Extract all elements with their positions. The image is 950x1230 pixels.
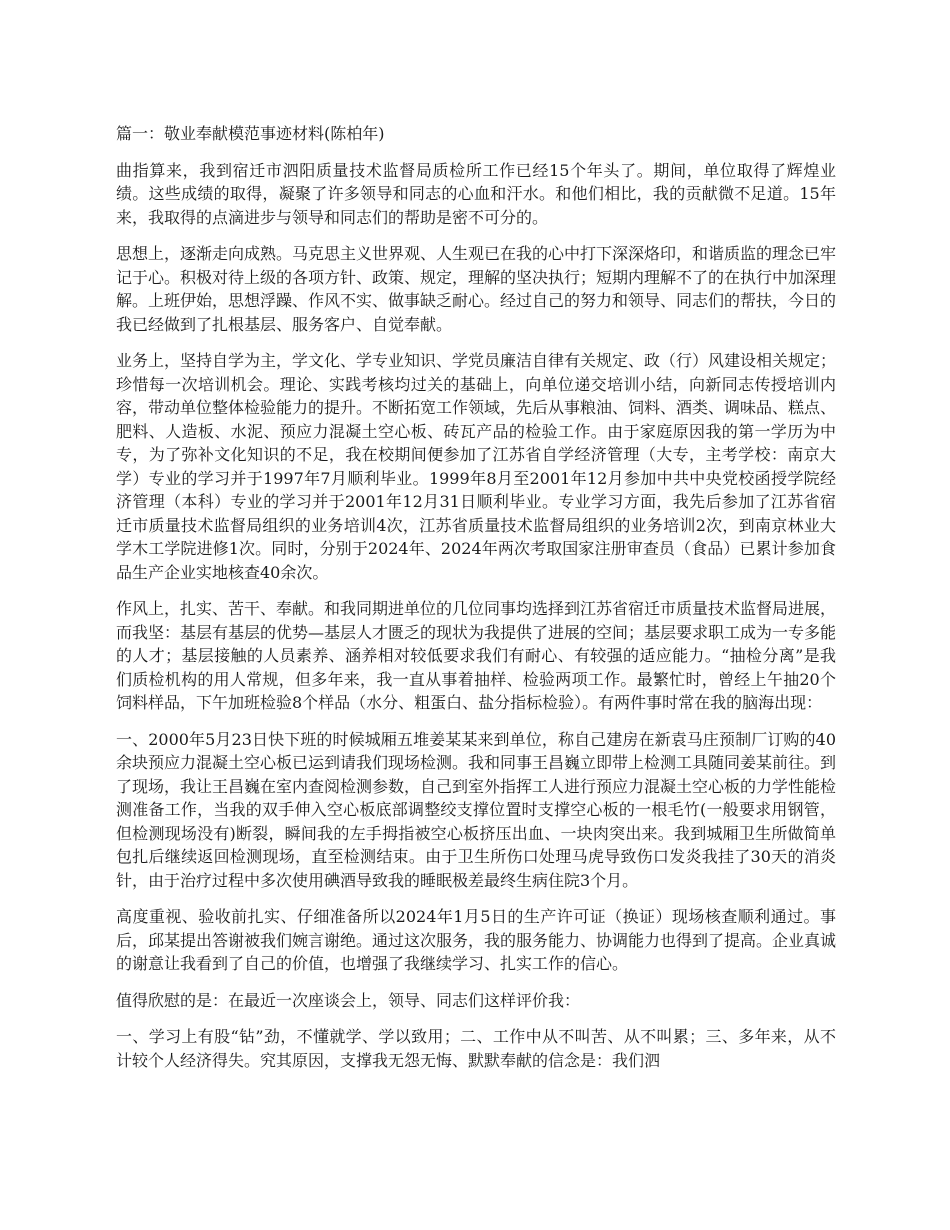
paragraph-work-style: 作风上，扎实、苦干、奉献。和我同期进单位的几位同事均选择到江苏省宿迁市质量技术监督局进展，而我坚：基层有基层的优势—基层人才匮乏的现状为我提供了进展的空间；基层要求职工成为一专多能的人才；基层接触的人员素养、涵养相对较低要求我们有耐心、有较强的适应能力。“抽检分离”是我们质检机构的用人常规，但多年来，我一直从事着抽样、检验两项工作。最繁忙时，曾经上午抽20个饲料样品，下午加班检验8个样品（水分、粗蛋白、盐分指标检验）。有两件事时常在我的脑海出现： — [116, 599, 837, 712]
paragraph-evaluation-intro: 值得欣慰的是：在最近一次座谈会上，领导、同志们这样评价我： — [116, 990, 581, 1010]
document-body — [116, 122, 836, 1085]
paragraph-ideology: 思想上，逐渐走向成熟。马克思主义世界观、人生观已在我的心中打下深深烙印，和谐质监的理念已牢记于心。积极对待上级的各项方针、政策、规定，理解的坚决执行；短期内理解不了的在执行中加深理解。上班伊始，思想浮躁、作风不实、做事缺乏耐心。经过自己的努力和领导、同志们的帮扶，今日的我已经做到了扎根基层、服务客户、自觉奉献。 — [116, 244, 837, 334]
paragraph-professional: 业务上，坚持自学为主，学文化、学专业知识、学党员廉洁自律有关规定、政（行）风建设相关规定；珍惜每一次培训机会。理论、实践考核均过关的基础上，向单位递交培训小结，向新同志传授培训内容，带动单位整体检验能力的提升。不断拓宽工作领域，先后从事粮油、饲料、酒类、调味品、糕点、肥料、人造板、水泥、预应力混凝土空心板、砖瓦产品的检验工作。由于家庭原因我的第一学历为中专，为了弥补文化知识的不足，我在校期间便参加了江苏省自学经济管理（大专，主考学校：南京大学）专业的学习并于1997年7月顺利毕业。1999年8月至2001年12月参加中共中央党校函授学院经济管理（本科）专业的学习并于2001年12月31日顺利毕业。专业学习方面，我先后参加了江苏省宿迁市质量技术监督局组织的业务培训4次，江苏省质量技术监督局组织的业务培训2次，到南京林业大学木工学院进修1次。同时，分别于2024年、2024年两次考取国家注册审查员（食品）已累计参加食品生产企业实地核查40余次。 — [116, 351, 837, 582]
document-title: 篇一：敬业奉献模范事迹材料(陈柏年) — [116, 124, 385, 143]
paragraph-inspection: 高度重视、验收前扎实、仔细准备所以2024年1月5日的生产许可证（换证）现场核查顺利通过。事后，邱某提出答谢被我们婉言谢绝。通过这次服务，我的服务能力、协调能力也得到了提高。企业真诚的谢意让我看到了自己的价值，也增强了我继续学习、扎实工作的信心。 — [116, 907, 837, 973]
paragraph-incident-one: 一、2000年5月23日快下班的时候城厢五堆姜某某来到单位，称自己建房在新袁马庄预制厂订购的40余块预应力混凝土空心板已运到请我们现场检测。我和同事王昌巍立即带上检测工具随同姜某前往。到了现场，我让王昌巍在室内查阅检测参数，自己到室外指挥工人进行预应力混凝土空心板的力学性能检测准备工作，当我的双手伸入空心板底部调整绞支撑位置时支撑空心板的一根毛竹(一般要求用钢管，但检测现场没有)断裂，瞬间我的左手拇指被空心板挤压出血、一块肉突出来。我到城厢卫生所做简单包扎后继续返回检测现场，直至检测结束。由于卫生所伤口处理马虎导致伤口发炎我挂了30天的消炎针，由于治疗过程中多次使用碘酒导致我的睡眠极差最终生病住院3个月。 — [116, 729, 837, 890]
paragraph-intro: 曲指算来，我到宿迁市泗阳质量技术监督局质检所工作已经15个年头了。期间，单位取得了辉煌业绩。这些成绩的取得，凝聚了许多领导和同志的心血和汗水。和他们相比，我的贡献微不足道。15年来，我取得的点滴进步与领导和同志们的帮助是密不可分的。 — [116, 160, 836, 227]
paragraph-evaluation: 一、学习上有股“钻”劲，不懂就学、学以致用；二、工作中从不叫苦、从不叫累；三、多年来，从不计较个人经济得失。究其原因，支撑我无怨无悔、默默奉献的信念是：我们泗 — [116, 1027, 836, 1070]
